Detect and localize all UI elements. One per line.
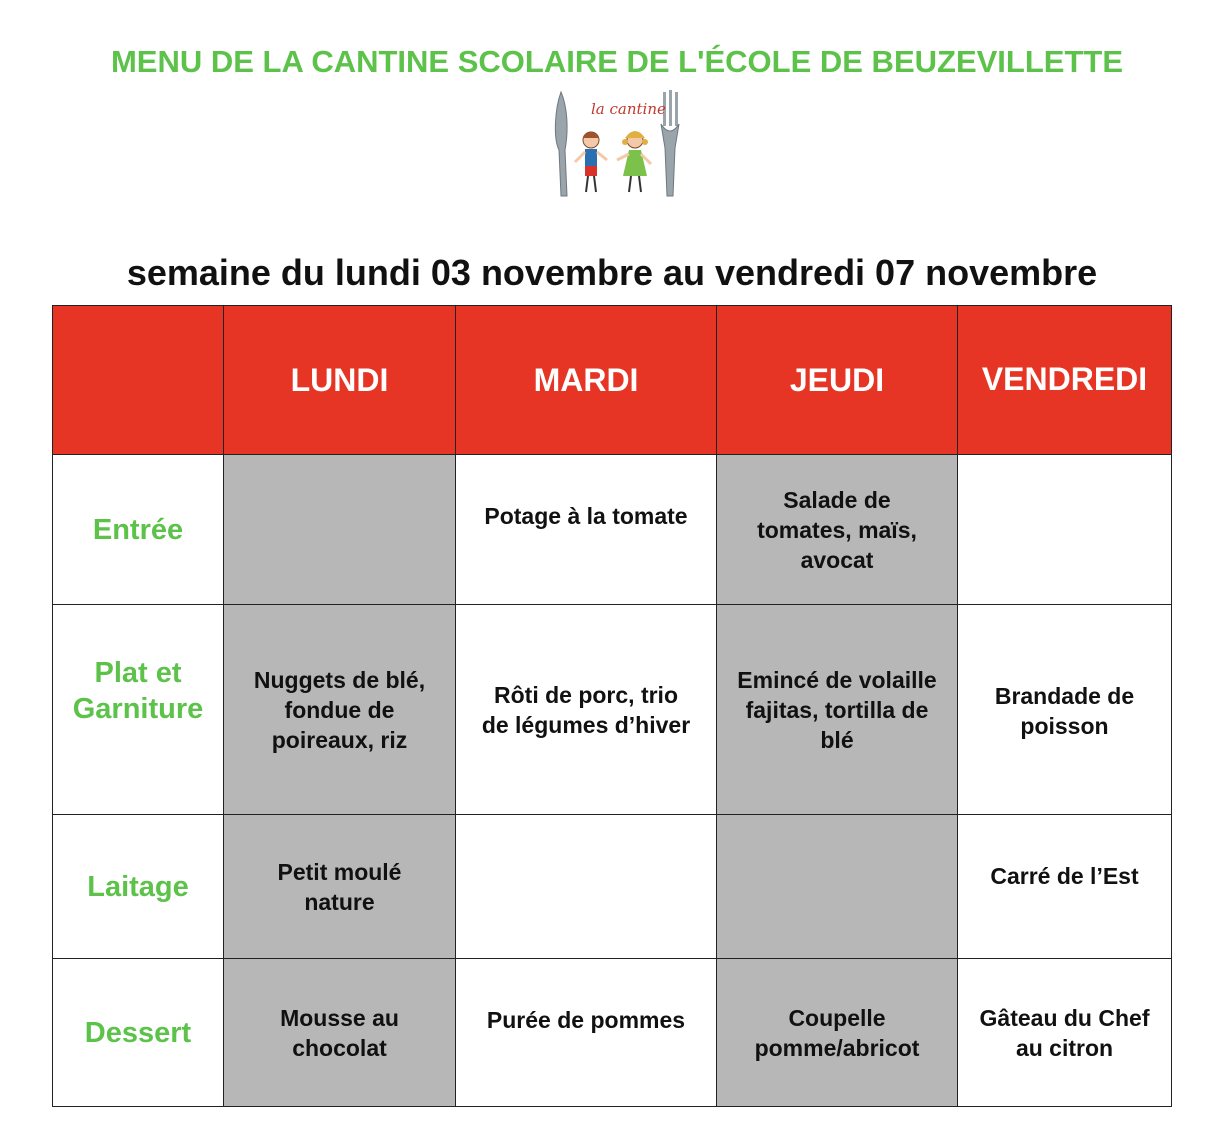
week-heading: semaine du lundi 03 novembre au vendredi 07 novembre <box>126 252 1098 293</box>
row-label-plat: Plat et Garniture <box>53 605 224 815</box>
menu-cell-lundi <box>224 959 456 1107</box>
logo-text: la cantine <box>591 100 666 118</box>
menu-cell-vendredi <box>958 455 1172 605</box>
menu-cell-mardi <box>456 959 717 1107</box>
menu-cell-mardi <box>456 605 717 815</box>
menu-cell-vendredi <box>958 605 1172 815</box>
menu-cell-mardi <box>456 455 717 605</box>
menu-table <box>52 305 1172 1107</box>
cell-text: Nuggets de blé, fondue de poireaux, riz <box>253 666 426 753</box>
day-header-lundi: LUNDI <box>224 306 456 455</box>
cell-text: Petit moulé nature <box>277 858 402 915</box>
row-label-dessert: Dessert <box>53 959 224 1107</box>
cell-text: Purée de pommes <box>486 1007 686 1033</box>
cell-text: Carré de l’Est <box>990 863 1139 889</box>
table-row <box>53 815 1172 959</box>
row-label-entree: Entrée <box>53 455 224 605</box>
menu-cell-vendredi <box>958 815 1172 959</box>
page-title: MENU DE LA CANTINE SCOLAIRE DE L'ÉCOLE DE BEUZEVILLETTE <box>110 44 1124 79</box>
cell-text: Mousse au chocolat <box>280 1004 399 1061</box>
cell-text: Emincé de volaille fajitas, tortilla de blé <box>737 666 937 753</box>
table-header-row <box>53 306 1172 455</box>
cell-text: Salade de tomates, maïs, avocat <box>757 486 917 573</box>
day-header-mardi: MARDI <box>456 306 717 455</box>
cell-text: Potage à la tomate <box>484 503 688 529</box>
row-label-laitage: Laitage <box>53 815 224 959</box>
menu-cell-lundi <box>224 605 456 815</box>
menu-cell-lundi <box>224 815 456 959</box>
menu-cell-jeudi <box>717 455 958 605</box>
cell-text: Coupelle pomme/abricot <box>754 1004 920 1061</box>
cantine-logo <box>545 88 685 200</box>
girl-figure-icon <box>617 131 651 192</box>
cell-text: Rôti de porc, trio de légumes d’hiver <box>481 681 691 738</box>
cell-text: Brandade de poisson <box>994 683 1135 739</box>
menu-cell-mardi <box>456 815 717 959</box>
menu-cell-lundi <box>224 455 456 605</box>
menu-cell-jeudi <box>717 815 958 959</box>
knife-icon <box>555 92 567 196</box>
corner-cell <box>53 306 224 455</box>
table-row <box>53 605 1172 815</box>
boy-figure-icon <box>575 132 607 192</box>
menu-cell-jeudi <box>717 605 958 815</box>
table-row <box>53 455 1172 605</box>
menu-cell-vendredi <box>958 959 1172 1107</box>
cell-text: Gâteau du Chef au citron <box>979 1004 1150 1061</box>
table-row <box>53 959 1172 1107</box>
day-header-vendredi: VENDREDI <box>958 306 1172 455</box>
menu-cell-jeudi <box>717 959 958 1107</box>
day-header-jeudi: JEUDI <box>717 306 958 455</box>
